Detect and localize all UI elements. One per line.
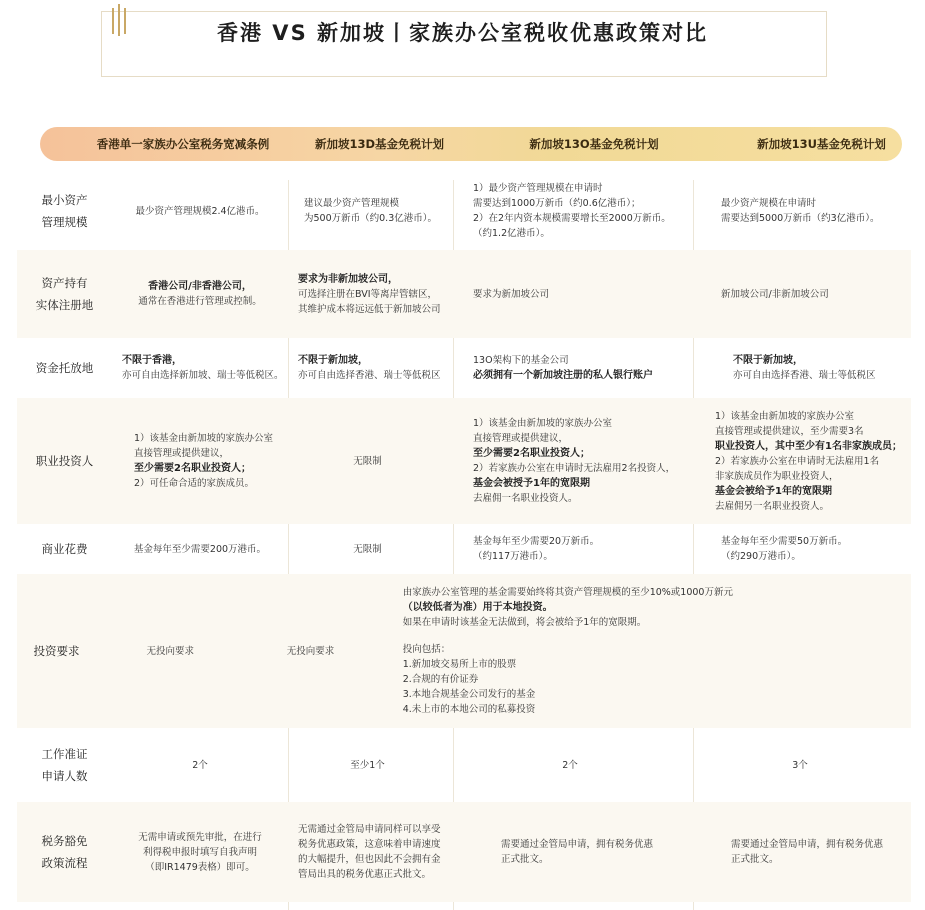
row-label: 最小资产 管理规模: [41, 193, 88, 229]
cell-13o: 基金每年至少需要20万新币。 （约117万港币）。: [473, 536, 600, 562]
table-row-custody: [17, 338, 911, 398]
cell-13d: 要求为非新加坡公司， 可选择注册在BVI等离岸管辖区， 其维护成本将远远低于新加坡公司: [298, 273, 441, 315]
table-row-entity: [17, 250, 911, 338]
cell-hk: 最少资产管理规模2.4亿港币。: [135, 205, 265, 217]
cell-13o-13u-merged: 由家族办公室管理的基金需要始终将其资产管理规模的至少10%或1000万新元 （以较低者为准）用于本地投资。 如果在申请时该基金无法做到，将会被给予1年的宽限期。 投向包括： 1.新加坡交易所上市的股票 2.合规的有价证券 3.本地合规基金公司发行的基金 4.未上市的本地公司的私募投资: [402, 587, 733, 715]
column-header-hk: 香港单一家族办公室税务宽减条例: [96, 137, 270, 151]
cell-13d: 至少1个: [350, 759, 385, 771]
cell-13u: 最少资产规模在申请时 需要达到5000万新币（约3亿港币）。: [721, 198, 880, 224]
row-label: 资产持有 实体注册地: [35, 276, 94, 312]
table-row-permits: [17, 728, 911, 802]
cell-hk: 无需申请或预先审批，在进行 利得税申报时填写自我声明 （即IR1479表格）即可。: [138, 831, 262, 873]
column-header-13o: 新加坡13O基金免税计划: [529, 137, 659, 151]
cell-13o: 需要通过金管局申请，拥有税务优惠 正式批文。: [501, 839, 654, 865]
cell-13d: 无投向要求: [286, 645, 335, 657]
cell-13u: 新加坡公司/非新加坡公司: [721, 288, 829, 300]
column-header-bar: [40, 127, 902, 161]
row-label: 投资要求: [33, 644, 80, 658]
cell-13o: 13O架构下的基金公司 必须拥有一个新加坡注册的私人银行账户: [473, 355, 653, 381]
page-title: 香港 VS 新加坡丨家族办公室税收优惠政策对比: [217, 21, 708, 45]
cell-13d: 无限制: [353, 543, 382, 555]
cell-hk: 1）该基金由新加坡的家族办公室 直接管理或提供建议， 至少需要2名职业投资人； 2）可任命合适的家族成员。: [134, 433, 274, 489]
cell-hk: 2个: [192, 759, 208, 771]
row-label: 职业投资人: [35, 454, 94, 468]
row-label: 资金托放地: [35, 361, 94, 375]
cell-hk: 香港公司/非香港公司， 通常在香港进行管理或控制。: [138, 281, 262, 307]
column-header-13u: 新加坡13U基金免税计划: [757, 137, 886, 151]
row-label: 税务豁免 政策流程: [41, 834, 88, 870]
table-row-spending: [17, 524, 911, 574]
cell-13u: 不限于新加坡， 亦可自由选择香港、瑞士等低税区: [733, 355, 876, 381]
cell-13u: 需要通过金管局申请，拥有税务优惠 正式批文。: [731, 839, 884, 865]
cell-13o: 2个: [562, 759, 578, 771]
table-row-investors: [17, 398, 911, 524]
cell-13o: 要求为新加坡公司: [473, 288, 550, 300]
table-row-investment: [17, 574, 911, 728]
cell-hk: 无投向要求: [146, 645, 194, 657]
cell-hk: 基金每年至少需要200万港币。: [133, 543, 267, 555]
cell-13d: 无需通过金管局申请同样可以享受 税务优惠政策，这意味着申请速度 的大幅提升，但也因此不会拥有金 管局出具的税务优惠正式批文。: [298, 824, 441, 880]
cell-13u: 1）该基金由新加坡的家族办公室 直接管理或提供建议，至少需要3名 职业投资人，其中至少有1名非家族成员； 2）若家族办公室在申请时无法雇用1名 非家族成员作为职业投资人， 基金会被给予1年的宽限期 去雇佣另一名职业投资人。: [715, 410, 902, 512]
cell-13o: 1）最少资产管理规模在申请时 需要达到1000万新币（约0.6亿港币）； 2）在2年内资本规模需要增长至2000万新币。 （约1.2亿港币）。: [473, 183, 671, 239]
cell-13d: 不限于新加坡， 亦可自由选择香港、瑞士等低税区: [298, 355, 441, 381]
row-label: 工作准证 申请人数: [41, 747, 88, 783]
cell-13o: 1）该基金由新加坡的家族办公室 直接管理或提供建议， 至少需要2名职业投资人； 2）若家族办公室在申请时无法雇用2名投资人， 基金会被授予1年的宽限期 去雇佣一名职业投资人。: [473, 418, 676, 504]
table-row-aum: [17, 172, 911, 250]
cell-13u: 基金每年至少需要50万新币。 （约290万港币）。: [721, 536, 848, 562]
cell-13d: 无限制: [353, 455, 382, 467]
cell-hk: 不限于香港， 亦可自由选择新加坡、瑞士等低税区。: [122, 355, 284, 381]
cell-13u: 3个: [792, 759, 808, 771]
cell-13d: 建议最少资产管理规模 为500万新币（约0.3亿港币）。: [304, 198, 437, 224]
table-row-process: [17, 802, 911, 902]
column-header-13d: 新加坡13D基金免税计划: [314, 137, 445, 151]
row-label: 商业花费: [41, 542, 88, 556]
